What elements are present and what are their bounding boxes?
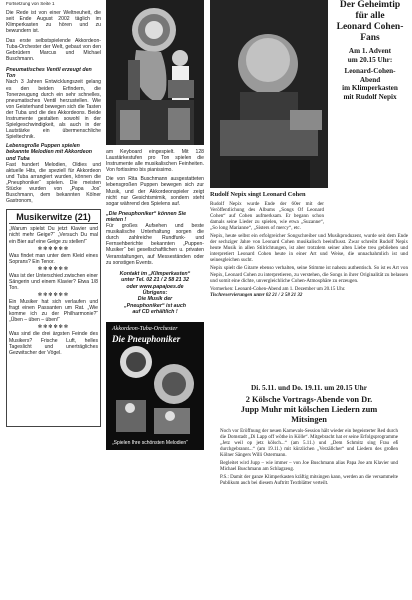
nepix-illustration	[210, 0, 328, 188]
cd-subtitle: „Spielen Ihre schönsten Melodien“	[112, 439, 188, 446]
article-paragraph: Fast hundert Melodien, Oldies und aktuelle Hits, die speziell für Akkordeon und Tuba arrangiert wurden, können die „Pneuphoniker“ spielen. Die meisten Stücke wurden von „Papa Jos“ Buschmann, dem bekannten Kölner Gastronom,	[6, 161, 101, 205]
note-line: Die Musik der	[137, 296, 173, 303]
note-line: Übrigens:	[142, 289, 168, 296]
article-paragraph: Für großes Aufsehen und beste musikalische Unterhaltung sorgen die durch zahlreiche Rundfunk- und Fernsehberichte bekannten „Puppen-Musiker“ bei gesellschaftlichen u. privaten Veranstaltungen, auf Messeständen oder zu sonstigen Events.	[106, 223, 204, 266]
subheading: „Die Pneuphoniker“ können Sie mieten !	[106, 210, 187, 223]
article-paragraph: am Keyboard eingespielt. Mit 128 Laustärkestufen pro Ton spielen die Instrumente alle musikalischen Feinheiten. Von fortissimo bis pianissimo.	[106, 149, 204, 174]
article-paragraph: Nepix, heute selbst ein erfolgreicher Songschreiber und Musikproduzent, wurde seit dem Ende der sechziger Jahre von Leonard Cohen musikalisch beeinflusst. Zwar schreibt Rudolf Nepix heute Musik in allen Stilrichtungen, ist aber trotzdem seiner alten Liebe treu geblieben und interpretiert Leonard Cohen heute in einer Art und Weise, die unnachahmlich ist und seinesgleichen sucht.	[210, 232, 408, 264]
nepix-photo	[210, 0, 328, 188]
event-time: um 20.15 Uhr:	[347, 55, 393, 64]
article-heading: Rudolf Nepix singt Leonard Cohen	[210, 191, 306, 198]
vortrag-date: Di. 5.11. und Do. 19.11. um 20.15 Uhr	[251, 383, 367, 392]
musikerwitze-box	[6, 209, 101, 427]
article-paragraph: Begleitet wird Jupp – wie immer – von Joe Buschmann alias Papa Joe am Klavier und Michael Buschmann am Schlagzeug.	[220, 460, 398, 473]
event-subtitle: im Klimperkasten	[342, 84, 398, 92]
vortrag-heading: Jupp Muhr mit kölschen Liedern zum	[240, 404, 378, 414]
headline: Leonard Cohen-	[336, 22, 404, 32]
vortrag-heading: 2 Kölsche Vortrags-Abende von Dr.	[245, 394, 373, 404]
contact-line: unter Tel. 02 21 / 2 58 21 32	[121, 277, 189, 284]
headline: Fans	[360, 33, 380, 43]
cd-cover	[106, 322, 204, 450]
event-subtitle: Leonard-Cohen-	[344, 67, 396, 75]
note-line: auf CD erhältlich !	[132, 309, 178, 316]
subheading: Pneumatisches Ventil erzeugt den Ton	[6, 67, 92, 80]
joke: „Warum spielst Du jetzt Klavier und nicht mehr Geige?“ „Versuch Du mal ein Bier auf eine Geige zu stellen!“	[9, 226, 98, 245]
orchestra-photo	[106, 0, 204, 145]
nepix-article	[210, 191, 408, 299]
joke: Was sind die drei ärgsten Feinde des Musikers? Frische Luft, helles Tageslicht und unerträgliches Gezwitscher der Vögel.	[9, 331, 98, 356]
column-1	[6, 0, 101, 427]
article-paragraph: Die Rede ist von einer Weltneuheit, die seit Ende August 2002 täglich im Klimperkasten zu hören und zu bewundern ist.	[6, 9, 101, 34]
continuation-note: Fortsetzung von Seite 1	[6, 1, 55, 6]
joke: Was ist der Unterschied zwischen einer Sängerin und einem Klavier? Etwa 1/8 Ton.	[9, 272, 98, 291]
article-paragraph: Nepix spielt die Gitarre ebenso verhalten, seine Stimme ist nahezu authentisch. So ist es Art von Nepix, Leonard Cohen zu interpretieren, zu verstehen, die Songs in ihrer Originalität zu belassen und somit eine dichte, unvergleichliche Cohen-Atmosphäre zu erzeugen.	[210, 265, 408, 284]
musikerwitze-title: Musikerwitze (21)	[9, 212, 98, 224]
article-paragraph: Noch vor Eröffnung der neuen Karnevals-Session hält wieder ein begeisterter Red durch die Domstadt „Di Lapp off wöthe in Kölle“. Mitgebracht hat er seine Erfolgsprogramme „Jetz weil op jetz kölsch...“ (am 5.11.) und „Dem Schmitz sing Frau eß durchgebrannt...“ (am 19.11.) mit kürzlichen „Verzällcher“ und Liedern des großen Kölner Sängers Willi Ostermann.	[220, 428, 398, 458]
vortrag-heading: Mitsingen	[291, 414, 327, 424]
contact-block	[106, 271, 204, 316]
reservation-note: Vormerken: Leonard-Cohen-Abend am 1. Dezember um 20.15 Uhr.	[210, 286, 346, 292]
event-subtitle: Abend	[359, 75, 381, 84]
headline: Der Geheimtip	[339, 0, 401, 10]
orchestra-illustration	[106, 0, 204, 145]
separator: ✻✻✻✻✻✻	[37, 265, 70, 272]
vortrag-article	[210, 384, 408, 487]
title-block	[330, 0, 410, 101]
cd-title-line: Akkordeon-Tuba-Orchester	[112, 325, 178, 332]
note-line: „Pneuphoniker“ ist auch	[123, 302, 187, 309]
article-paragraph: Rudolf Nepix wurde Ende der 60er mit der Veröffentlichung des Albums „Songs Of Leonard Cohen“ auf Cohen aufmerksam. Er begann schon damals seine Lieder zu spielen, wie etwa „Suzanne“, „So long Marianne“, „Sisters of mercy“, etc.	[210, 200, 324, 231]
article-paragraph-text: Die von Rita Buschmann ausgestatteten lebensgroßen Puppen bewegen sich zur Musik, und der Akkordeonspieler zeigt nicht nur Gesichtsmimik, sondern steht sogar während des Spielens auf.	[106, 176, 204, 207]
reservation-phone: Tischreservierungen unter 02 21 / 2 58 21 32	[210, 292, 303, 298]
contact-line: Kontakt im „Klimperkasten“	[119, 270, 191, 277]
article-paragraph: Nach 3 Jahren Entwicklungszeit gelang es den beiden Erfindern, die Tonerzeugung durch ein sehr schnelles, pneumatisches Ventil herzustellen. Wie von Geisterhand bewegen sich die Tasten der Tuba und die des Akkordeons. Beide Instrumente gestalten sowohl in der Spielgeschwindigkeit, als auch in der Lautstärke ein übermenschliche Spieltechnik.	[6, 79, 101, 141]
article-paragraph: Das erste selbstspielende Akkordeon-Tuba-Orchester der Welt, gebaut von den Gebrüdern Marcus und Michael Buschmann.	[6, 37, 101, 63]
joke: Was findet man unter dem Kleid eines Soprans? Ein Tenor.	[9, 252, 98, 265]
separator: ✻✻✻✻✻✻	[37, 324, 70, 331]
headline: für alle	[355, 11, 385, 21]
separator: ✻✻✻✻✻✻	[37, 245, 70, 252]
cd-title-main: Die Pneuphoniker	[112, 333, 181, 344]
separator: ✻✻✻✻✻✻	[37, 292, 70, 299]
contact-line: oder www.papajoes.de	[126, 283, 184, 290]
joke: Ein Musiker hat sich verlaufen und fragt einen Passanten um Rat. „Wie komme ich zu der Philharmonie?“ „Üben – üben – üben!“	[9, 299, 98, 324]
event-subtitle: mit Rudolf Nepix	[343, 92, 397, 101]
subheading: Lebensgroße Puppen spielen bekannte Melodien mit Akkordeon und Tuba	[6, 143, 93, 162]
article-paragraph	[106, 176, 204, 206]
column-2	[106, 0, 204, 450]
article-paragraph: P.S.: Damit der ganze Klimperkasten kräftig mitsingen kann, werden an die versammelte Publikum auch bei diesem Auftritt Textblätter verteilt.	[220, 475, 398, 487]
event-date: Am 1. Advent	[348, 47, 392, 55]
